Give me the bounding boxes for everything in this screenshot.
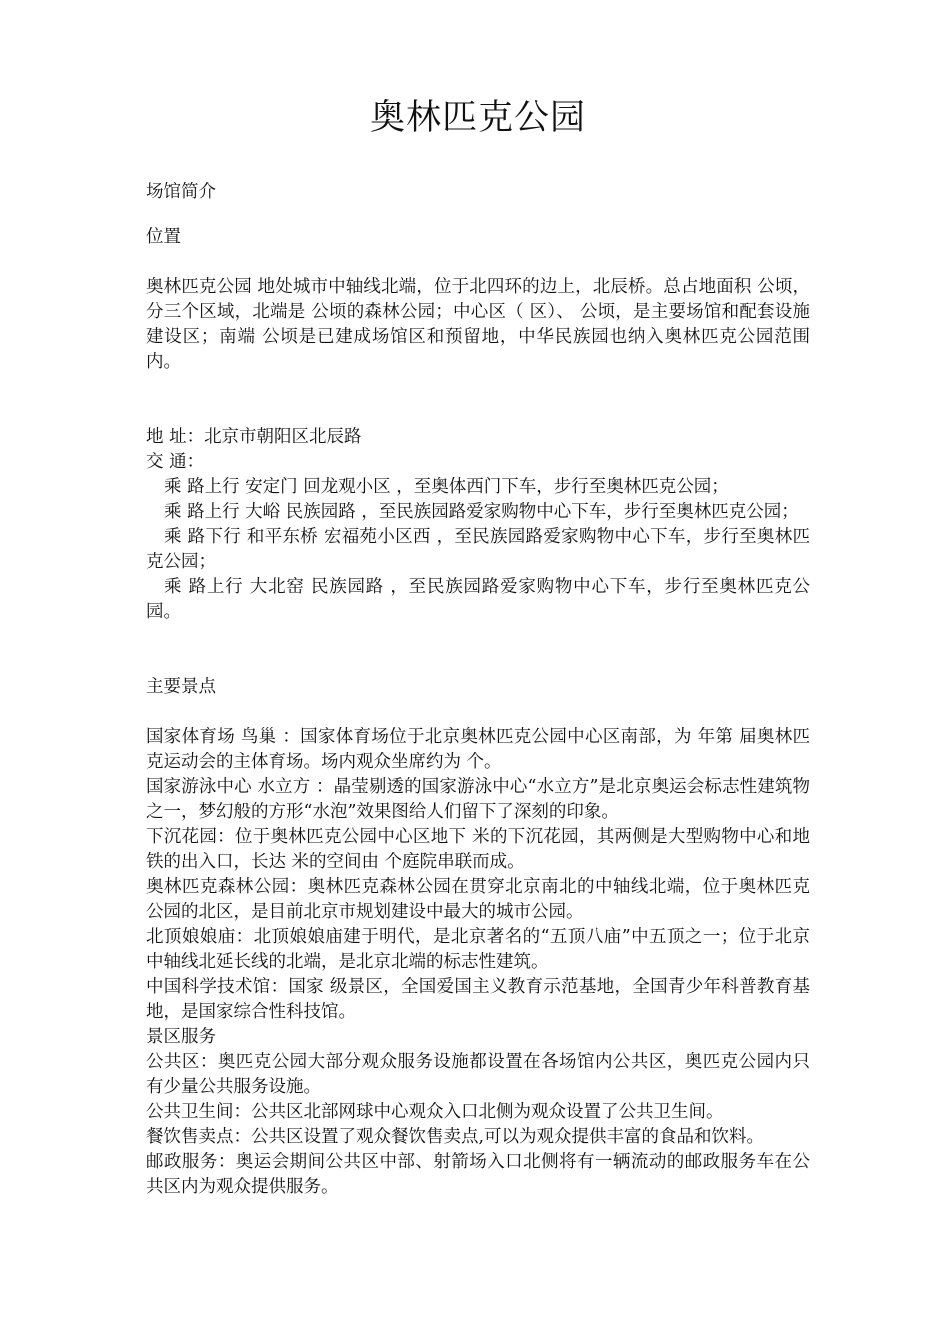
address-line: 地 址：北京市朝阳区北辰路 [146, 427, 362, 447]
transport-route: 乘 路下行 和平东桥 宏福苑小区西 ，至民族园路爱家购物中心下车，步行至奥林匹克公园； [146, 527, 810, 572]
attraction-item: 奥林匹克森林公园：奥林匹克森林公园在贯穿北京南北的中轴线北端，位于奥林匹克公园的北区，是目前北京市规划建设中最大的城市公园。 [146, 877, 810, 922]
service-item: 邮政服务：奥运会期间公共区中部、射箭场入口北侧将有一辆流动的邮政服务车在公共区内为观众提供服务。 [146, 1152, 810, 1197]
transport-label: 交 通： [146, 452, 205, 472]
attraction-item: 中国科学技术馆：国家 级景区，全国爱国主义教育示范基地，全国青少年科普教育基地，是国家综合性科技馆。 [146, 977, 810, 1022]
service-item: 餐饮售卖点：公共区设置了观众餐饮售卖点,可以为观众提供丰富的食品和饮料。 [146, 1127, 765, 1147]
location-paragraph: 奥林匹克公园 地处城市中轴线北端，位于北四环的边上，北辰桥。总占地面积 公顷，分三个区域，北端是 公顷的森林公园；中心区（ 区）、 公顷，是主要场馆和配套设施建设区；南端 公顷是已建成场馆区和预留地，中华民族园也纳入奥林匹克公园范围内。 [146, 277, 810, 372]
section-heading-attractions: 主要景点 [146, 677, 216, 697]
section-heading-intro: 场馆简介 [146, 182, 216, 202]
attraction-item: 国家体育场 鸟巢 ：国家体育场位于北京奥林匹克公园中心区南部，为 年第 届奥林匹克运动会的主体育场。场内观众坐席约为 个。 [146, 727, 810, 772]
attraction-item: 下沉花园：位于奥林匹克公园中心区地下 米的下沉花园，其两侧是大型购物中心和地铁的出入口，长达 米的空间由 个庭院串联而成。 [146, 827, 810, 872]
document-title: 奥林匹克公园 [369, 98, 586, 138]
section-heading-location: 位置 [146, 227, 181, 247]
service-item: 公共卫生间：公共区北部网球中心观众入口北侧为观众设置了公共卫生间。 [146, 1102, 724, 1122]
service-item: 公共区：奥匹克公园大部分观众服务设施都设置在各场馆内公共区，奥匹克公园内只有少量公共服务设施。 [146, 1052, 810, 1097]
transport-route: 乘 路上行 大北窑 民族园路 ，至民族园路爱家购物中心下车，步行至奥林匹克公园。 [146, 577, 810, 622]
attraction-item: 国家游泳中心 水立方 ：晶莹剔透的国家游泳中心“水立方”是北京奥运会标志性建筑物之一，梦幻般的方形“水泡”效果图给人们留下了深刻的印象。 [146, 777, 810, 822]
document-page [146, 96, 810, 1200]
section-heading-services: 景区服务 [146, 1027, 216, 1047]
transport-route: 乘 路上行 大峪 民族园路 ，至民族园路爱家购物中心下车，步行至奥林匹克公园； [164, 502, 799, 522]
attraction-item: 北顶娘娘庙：北顶娘娘庙建于明代，是北京著名的“五顶八庙”中五顶之一；位于北京中轴线北延长线的北端，是北京北端的标志性建筑。 [146, 927, 810, 972]
transport-route: 乘 路上行 安定门 回龙观小区 ，至奥体西门下车，步行至奥林匹克公园； [164, 477, 729, 497]
